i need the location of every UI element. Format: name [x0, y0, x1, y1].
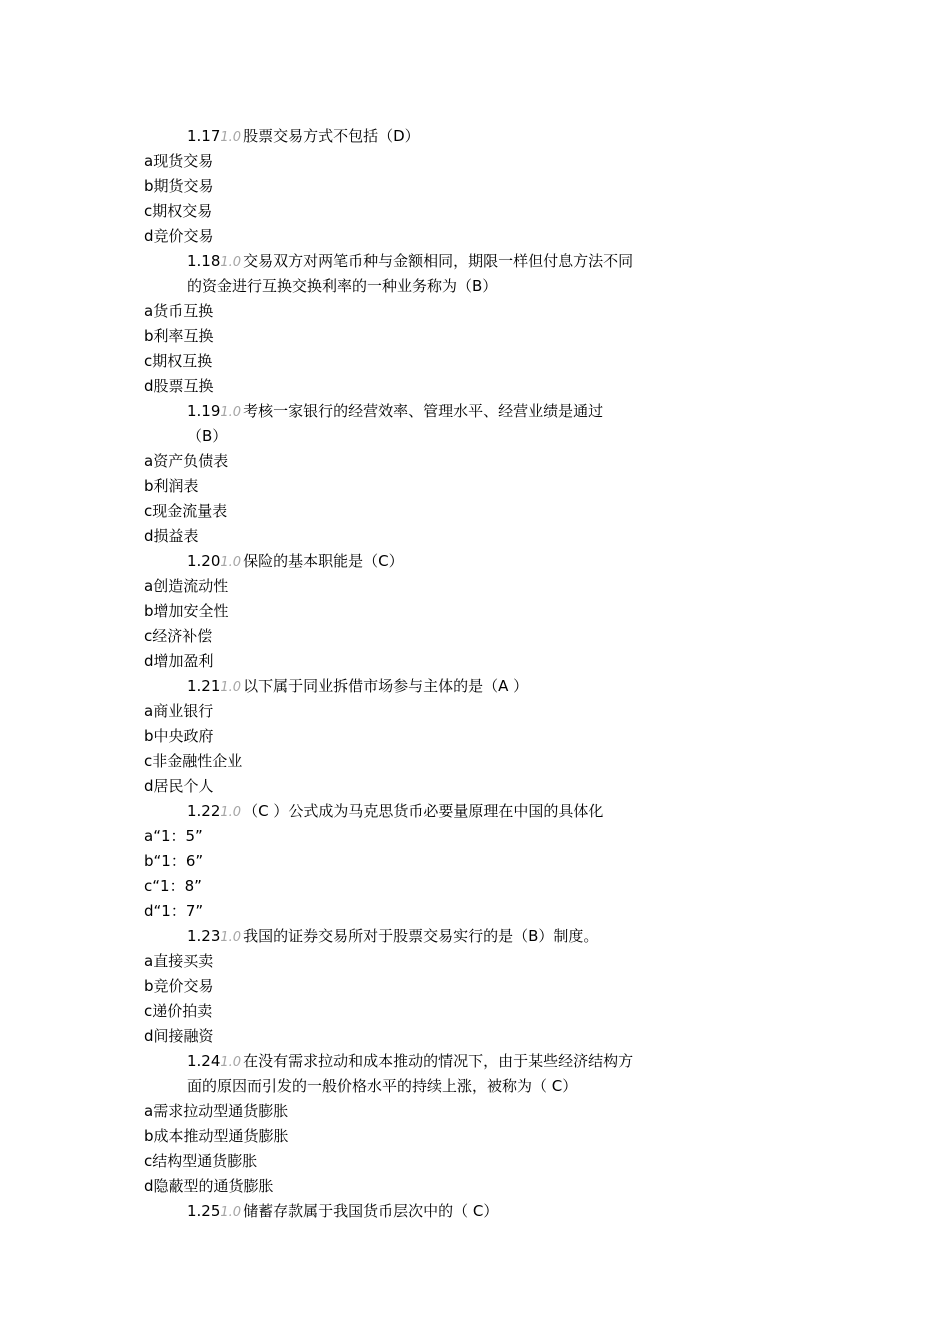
option-text: “1：5” — [153, 827, 203, 845]
option-d — [0, 649, 950, 674]
option-text: 期货交易 — [153, 177, 214, 195]
question-stem — [0, 249, 687, 274]
option-text: 利率互换 — [153, 327, 214, 345]
option-letter: b — [144, 852, 154, 870]
option-text: 非金融性企业 — [152, 752, 243, 770]
question-stem-continued — [0, 274, 687, 299]
option-letter: b — [144, 602, 154, 620]
option-letter: b — [144, 1127, 154, 1145]
question-text: 考核一家银行的经营效率、管理水平、经营业绩是通过 — [243, 402, 604, 420]
question-number: 1.25 — [187, 1202, 221, 1220]
option-text: 需求拉动型通货膨胀 — [153, 1102, 289, 1120]
option-letter: d — [144, 527, 154, 545]
question-stem — [0, 1199, 687, 1224]
question-1-24 — [0, 1049, 950, 1199]
score-value: 1.0 — [220, 255, 242, 270]
option-text: “1：6” — [153, 852, 204, 870]
option-text: 资产负债表 — [153, 452, 229, 470]
option-letter: d — [144, 652, 154, 670]
question-number: 1.19 — [187, 402, 221, 420]
option-text: 增加盈利 — [153, 652, 214, 670]
score-value: 1.0 — [220, 930, 242, 945]
option-text: 现货交易 — [153, 152, 214, 170]
option-letter: a — [144, 1102, 154, 1120]
option-letter: d — [144, 227, 154, 245]
option-a — [0, 149, 950, 174]
option-c — [0, 199, 950, 224]
option-letter: b — [144, 477, 154, 495]
question-number: 1.24 — [187, 1052, 221, 1070]
question-1-25 — [0, 1199, 950, 1224]
question-1-17 — [0, 124, 950, 249]
option-letter: d — [144, 777, 154, 795]
question-number: 1.21 — [187, 677, 221, 695]
question-text: 面的原因而引发的一般价格水平的持续上涨，被称为（ C） — [187, 1077, 578, 1095]
option-b — [0, 324, 950, 349]
option-letter: a — [144, 452, 154, 470]
option-letter: a — [144, 302, 154, 320]
option-text: 期权互换 — [152, 352, 213, 370]
question-text: 储蓄存款属于我国货币层次中的（ C） — [243, 1202, 499, 1220]
option-letter: a — [144, 702, 154, 720]
document-body — [0, 124, 950, 1224]
question-1-23 — [0, 924, 950, 1049]
option-b — [0, 174, 950, 199]
option-c — [0, 499, 950, 524]
score-value: 1.0 — [220, 1205, 242, 1220]
question-1-22 — [0, 799, 950, 924]
option-letter: c — [144, 627, 153, 645]
option-letter: c — [144, 1002, 153, 1020]
option-d — [0, 774, 950, 799]
question-1-20 — [0, 549, 950, 674]
option-text: 递价拍卖 — [152, 1002, 213, 1020]
option-letter: b — [144, 977, 154, 995]
option-a — [0, 699, 950, 724]
option-letter: a — [144, 577, 154, 595]
option-b — [0, 974, 950, 999]
option-text: 竞价交易 — [153, 977, 214, 995]
option-text: 损益表 — [153, 527, 199, 545]
option-b — [0, 599, 950, 624]
question-stem — [0, 124, 687, 149]
question-1-21 — [0, 674, 950, 799]
option-c — [0, 1149, 950, 1174]
option-text: “1：8” — [152, 877, 202, 895]
option-text: 期权交易 — [152, 202, 213, 220]
question-number: 1.17 — [187, 127, 221, 145]
option-text: “1：7” — [153, 902, 204, 920]
option-c — [0, 999, 950, 1024]
option-d — [0, 224, 950, 249]
option-c — [0, 874, 950, 899]
option-c — [0, 624, 950, 649]
option-letter: a — [144, 827, 154, 845]
question-stem — [0, 674, 687, 699]
option-text: 中央政府 — [153, 727, 214, 745]
option-text: 居民个人 — [153, 777, 214, 795]
question-number: 1.18 — [187, 252, 221, 270]
option-letter: c — [144, 502, 153, 520]
option-letter: b — [144, 177, 154, 195]
option-d — [0, 374, 950, 399]
option-letter: b — [144, 727, 154, 745]
question-text: 以下属于同业拆借市场参与主体的是（A ） — [243, 677, 529, 695]
option-b — [0, 849, 950, 874]
option-text: 货币互换 — [153, 302, 214, 320]
option-d — [0, 899, 950, 924]
option-a — [0, 449, 950, 474]
option-letter: c — [144, 752, 153, 770]
question-number: 1.22 — [187, 802, 221, 820]
option-c — [0, 349, 950, 374]
option-c — [0, 749, 950, 774]
option-letter: c — [144, 202, 153, 220]
question-stem — [0, 399, 687, 424]
option-text: 股票互换 — [153, 377, 214, 395]
option-text: 成本推动型通货膨胀 — [153, 1127, 289, 1145]
question-text: 保险的基本职能是（C） — [243, 552, 404, 570]
option-text: 间接融资 — [153, 1027, 214, 1045]
option-letter: a — [144, 152, 154, 170]
score-value: 1.0 — [220, 130, 242, 145]
option-text: 增加安全性 — [153, 602, 229, 620]
option-b — [0, 724, 950, 749]
option-text: 商业银行 — [153, 702, 214, 720]
option-a — [0, 1099, 950, 1124]
score-value: 1.0 — [220, 1055, 242, 1070]
option-b — [0, 474, 950, 499]
question-stem-continued — [0, 1074, 687, 1099]
option-letter: a — [144, 952, 154, 970]
option-a — [0, 949, 950, 974]
score-value: 1.0 — [220, 680, 242, 695]
option-d — [0, 524, 950, 549]
question-stem-continued — [0, 424, 687, 449]
question-stem — [0, 549, 687, 574]
option-a — [0, 824, 950, 849]
question-stem — [0, 924, 687, 949]
option-d — [0, 1174, 950, 1199]
option-a — [0, 299, 950, 324]
option-text: 竞价交易 — [153, 227, 214, 245]
question-text: 我国的证券交易所对于股票交易实行的是（B）制度。 — [243, 927, 599, 945]
question-text: 交易双方对两笔币种与金额相同，期限一样但付息方法不同 — [243, 252, 634, 270]
question-number: 1.20 — [187, 552, 221, 570]
option-letter: b — [144, 327, 154, 345]
question-text: 在没有需求拉动和成本推动的情况下，由于某些经济结构方 — [243, 1052, 634, 1070]
option-letter: c — [144, 352, 153, 370]
option-d — [0, 1024, 950, 1049]
option-text: 结构型通货膨胀 — [152, 1152, 258, 1170]
question-number: 1.23 — [187, 927, 221, 945]
score-value: 1.0 — [220, 405, 242, 420]
question-text: 股票交易方式不包括（D） — [243, 127, 420, 145]
score-value: 1.0 — [220, 555, 242, 570]
question-1-19 — [0, 399, 950, 549]
option-text: 利润表 — [153, 477, 199, 495]
option-text: 隐蔽型的通货膨胀 — [153, 1177, 274, 1195]
option-text: 创造流动性 — [153, 577, 229, 595]
option-text: 现金流量表 — [152, 502, 228, 520]
option-text: 经济补偿 — [152, 627, 213, 645]
option-b — [0, 1124, 950, 1149]
question-1-18 — [0, 249, 950, 399]
option-letter: c — [144, 1152, 153, 1170]
option-letter: d — [144, 1027, 154, 1045]
question-text: （B） — [187, 427, 228, 445]
option-letter: d — [144, 377, 154, 395]
option-a — [0, 574, 950, 599]
question-text: 的资金进行互换交换利率的一种业务称为（B） — [187, 277, 498, 295]
score-value: 1.0 — [220, 805, 242, 820]
option-letter: d — [144, 1177, 154, 1195]
option-letter: d — [144, 902, 154, 920]
option-text: 直接买卖 — [153, 952, 214, 970]
question-text: （C ）公式成为马克思货币必要量原理在中国的具体化 — [243, 802, 604, 820]
question-stem — [0, 1049, 687, 1074]
option-letter: c — [144, 877, 153, 895]
question-stem — [0, 799, 687, 824]
